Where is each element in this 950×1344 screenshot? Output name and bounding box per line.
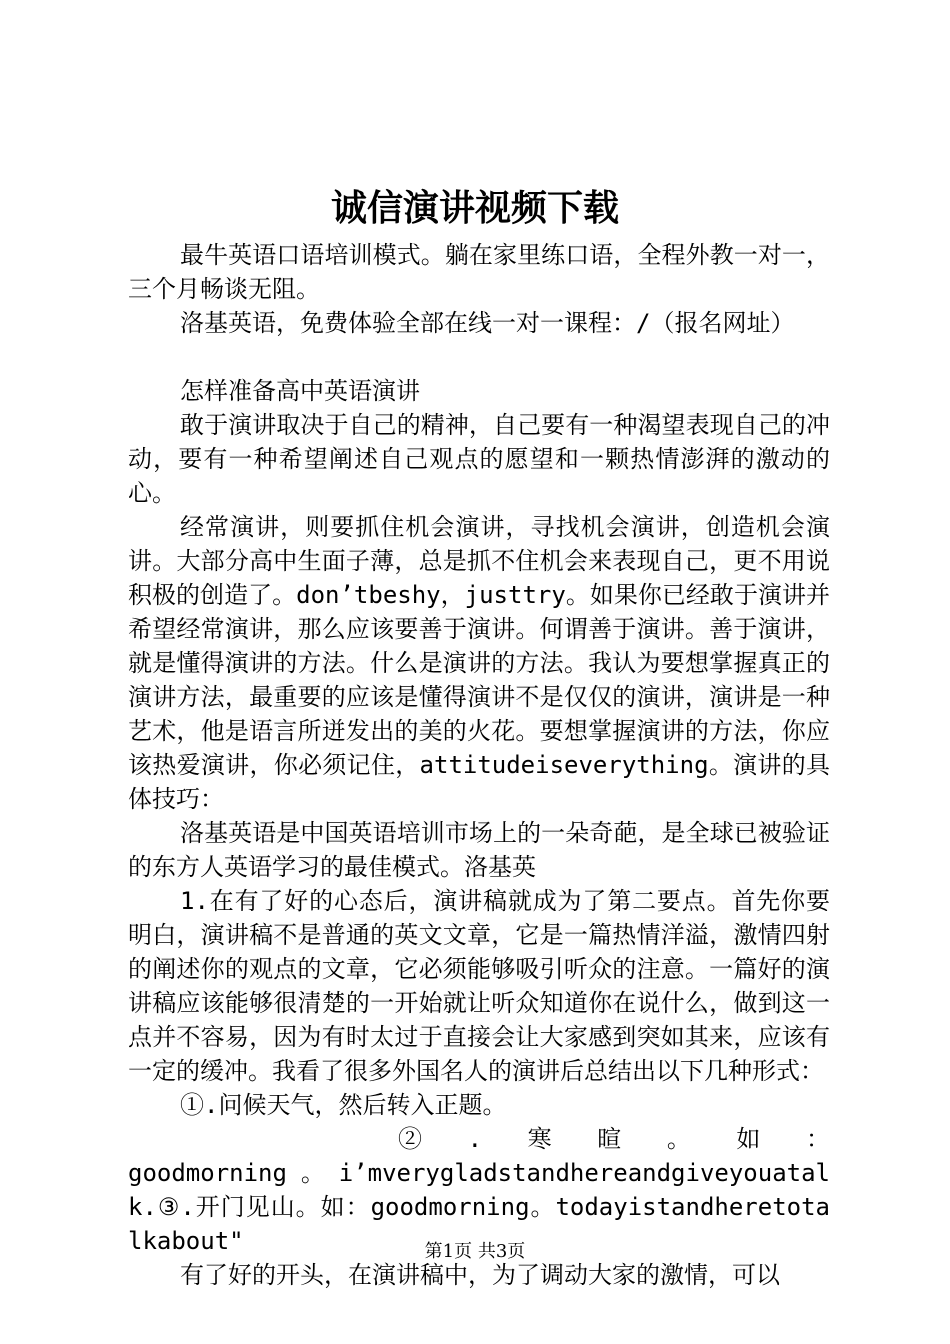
paragraph-continuation: 有了好的开头，在演讲稿中，为了调动大家的激情，可以 [180, 1261, 780, 1289]
document-title: 诚信演讲视频下载 [330, 187, 619, 229]
section-heading: 怎样准备高中英语演讲 [180, 377, 420, 405]
paragraph-practice: 经常演讲，则要抓住机会演讲，寻找机会演讲，创造机会演讲。大部分高中生面子薄，总是抓不住机会来表现自己，更不用说积极的创造了。don’tbeshy，justtry。如果你已经敢于演讲并希望经常演讲，那么应该要善于演讲。何谓善于演讲。善于演讲，就是懂得演讲的方法。什么是演讲的方法。我认为要想掌握真正的演讲方法，最重要的应该是懂得演讲不是仅仅的演讲，演讲是一种艺术，他是语言所迸发出的美的火花。要想掌握演讲的方法，你应该热爱演讲，你必须记住，attitudeiseverything。演讲的具体技巧： [128, 513, 830, 813]
blank-line [128, 340, 830, 374]
document-body [128, 238, 830, 1292]
paragraph-courage: 敢于演讲取决于自己的精神，自己要有一种渴望表现自己的冲动，要有一种希望阐述自己观点的愿望和一颗热情澎湃的激动的心。 [128, 411, 830, 507]
paragraph-course-offer: 洛基英语，免费体验全部在线一对一课程：/（报名网址） [180, 309, 795, 337]
paragraph-intro: 最牛英语口语培训模式。躺在家里练口语，全程外教一对一，三个月畅谈无阻。 [128, 241, 830, 303]
paragraph-speech-draft: 1.在有了好的心态后，演讲稿就成为了第二要点。首先你要明白，演讲稿不是普通的英文文章，它是一篇热情洋溢，激情四射的阐述你的观点的文章，它必须能够吸引听众的注意。一篇好的演讲稿应该能够很清楚的一开始就让听众知道你在说什么，做到这一点并不容易，因为有时太过于直接会让大家感到突如其来，应该有一定的缓冲。我看了很多外国名人的演讲后总结出以下几种形式： [128, 887, 830, 1085]
list-item-weather: ①.问候天气，然后转入正题。 [180, 1091, 507, 1119]
list-item-greeting: ②.寒暄。如： [398, 1125, 830, 1153]
paragraph-ad: 洛基英语是中国英语培训市场上的一朵奇葩，是全球已被验证的东方人英语学习的最佳模式。洛基英 [128, 819, 830, 881]
page-footer: 第1页 共3页 [424, 1241, 526, 1262]
list-item-direct: goodmorning。i’mverygladstandhereandgiveyouatalk.③.开门见山。如：goodmorning。todayistandheretotalkabout" [128, 1159, 830, 1255]
